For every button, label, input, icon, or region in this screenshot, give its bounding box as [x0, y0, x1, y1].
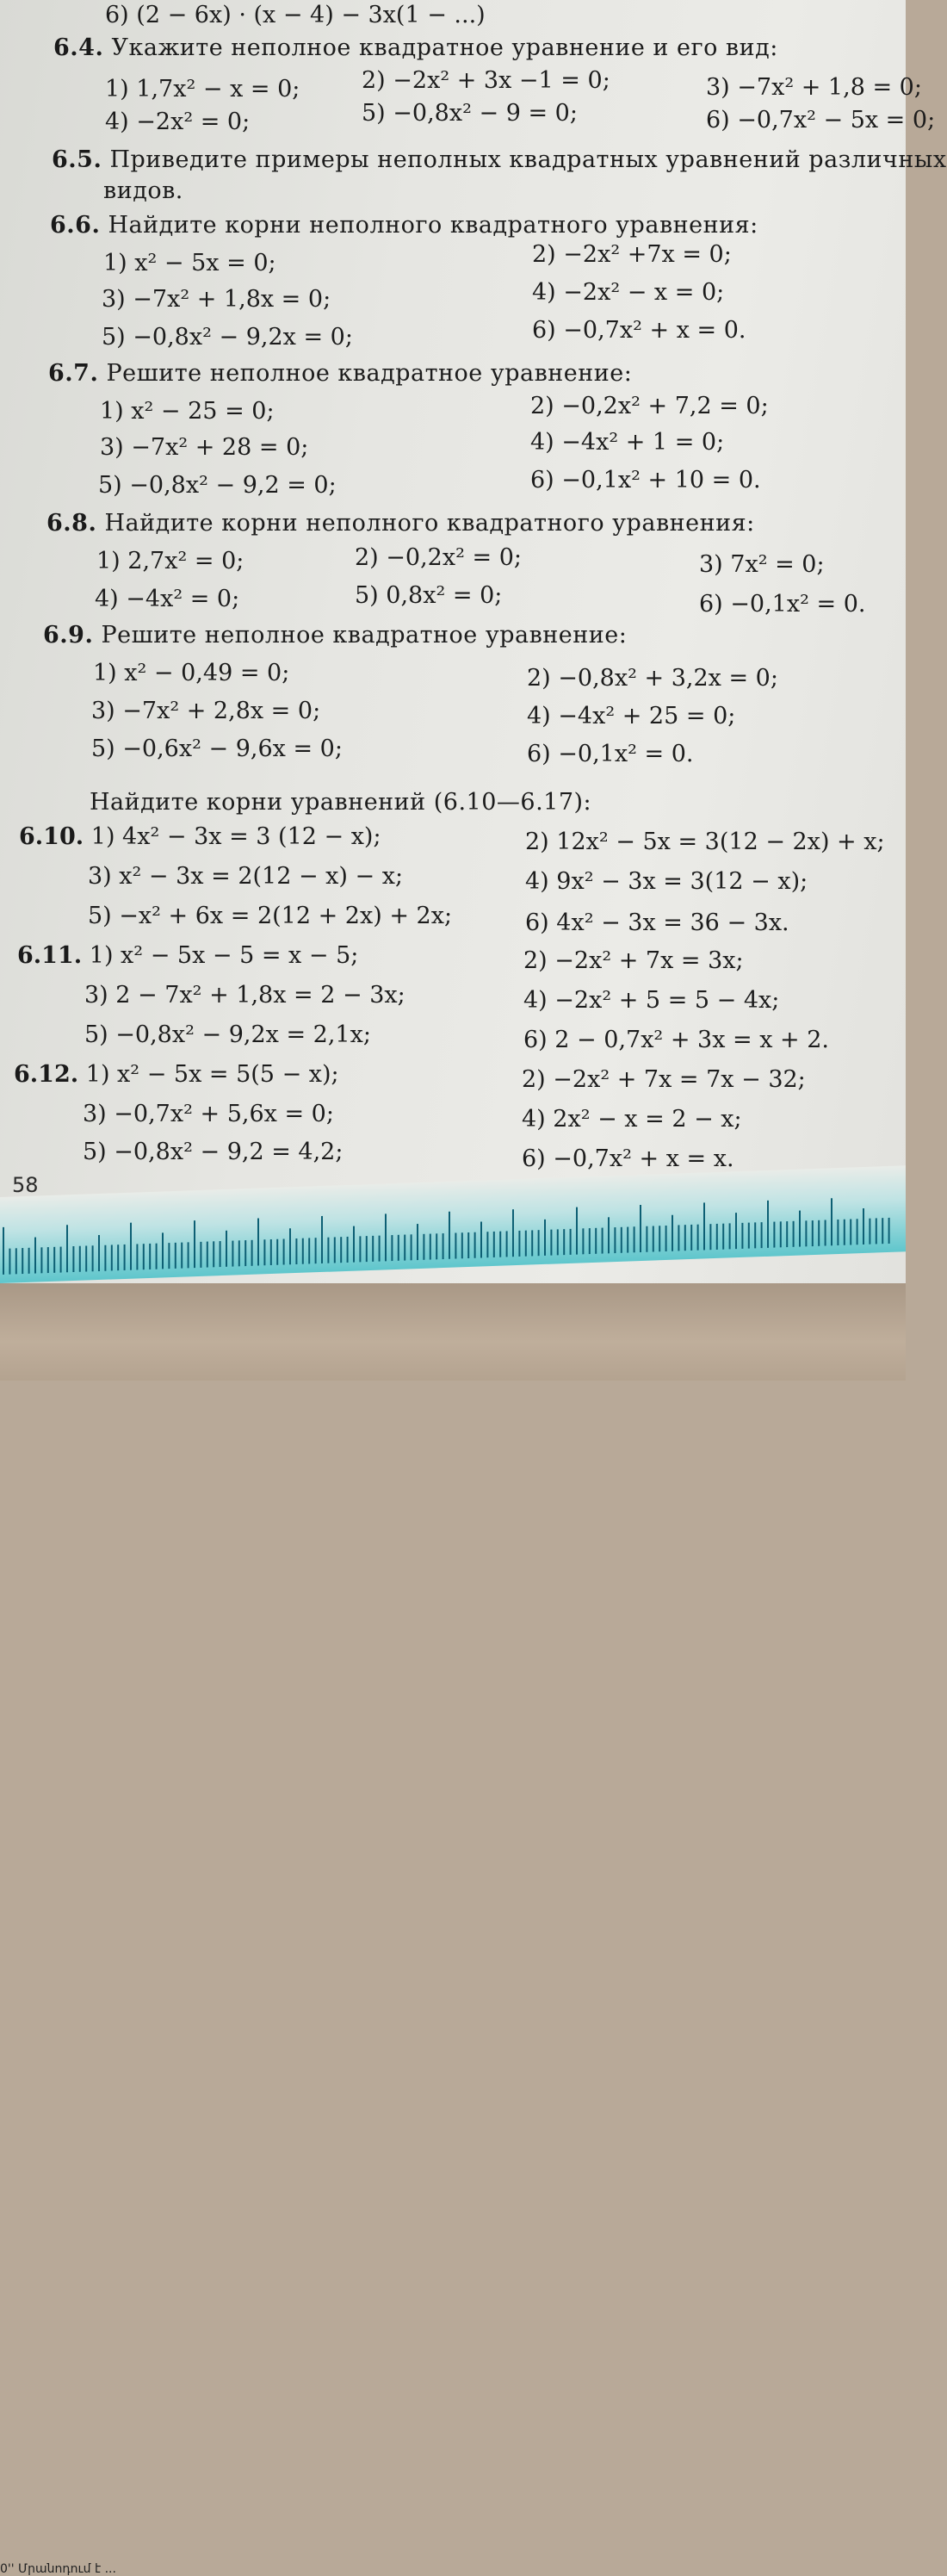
equation-item: [102, 324, 353, 351]
line-text: 6) −0,1x² + 10 = 0.: [530, 467, 761, 493]
line-text: 4) 9x² − 3x = 3(12 − x);: [525, 868, 808, 895]
equation-item: [93, 660, 289, 687]
line-text: 1) x² − 25 = 0;: [100, 398, 275, 425]
equation-item: [84, 982, 405, 1009]
exercise-heading: [14, 1061, 339, 1089]
equation-item: [525, 868, 808, 896]
exercise-heading: [46, 510, 755, 537]
line-text: 2) −2x² + 7x = 7x − 32;: [522, 1066, 806, 1093]
line-text: 6) (2 − 6x) · (x − 4) − 3x(1 − ...): [105, 2, 486, 28]
line-text: 6) −0,7x² + x = x.: [522, 1145, 734, 1172]
equation-item: [532, 317, 746, 345]
equation-item: [527, 665, 778, 692]
table-surface: [0, 1283, 906, 2576]
line-text: Приведите примеры неполных квадратных уравнений различных: [109, 146, 947, 173]
exercise-number: 6.5.: [52, 146, 102, 173]
line-text: видов.: [103, 177, 183, 204]
equation-item: [699, 551, 825, 579]
line-text: 4) −4x² + 25 = 0;: [527, 703, 736, 729]
line-text: 4) −2x² − x = 0;: [532, 279, 725, 306]
line-text: 4) −2x² + 5 = 5 − 4x;: [523, 987, 780, 1014]
line-text: 5) −0,8x² − 9,2 = 4,2;: [83, 1139, 344, 1165]
line-text: Укажите неполное квадратное уравнение и его вид:: [111, 34, 778, 61]
line-text: 2) −2x² +7x = 0;: [532, 241, 732, 268]
ruler: [0, 1165, 906, 1283]
equation-item: [105, 2, 486, 29]
equation-item: [525, 829, 885, 856]
line-text: Найдите корни неполного квадратного уравнения:: [108, 212, 758, 239]
line-text: 6) −0,7x² − 5x = 0;: [706, 107, 936, 133]
exercise-number: 6.6.: [50, 212, 101, 239]
equation-item: [522, 1066, 806, 1094]
line-text: 5) −0,8x² − 9,2x = 0;: [102, 324, 353, 351]
line-text: 3) x² − 3x = 2(12 − x) − x;: [88, 863, 404, 890]
exercise-number: 6.10.: [19, 823, 84, 850]
equation-item: [102, 286, 331, 313]
line-text: 1) x² − 5x = 5(5 − x);: [85, 1061, 339, 1088]
line-text: Найдите корни уравнений (6.10—6.17):: [90, 789, 592, 816]
exercise-heading: [53, 34, 778, 62]
equation-item: [527, 741, 693, 768]
equation-item: [532, 279, 724, 307]
exercise-number: 6.12.: [14, 1061, 79, 1088]
exercise-heading: [48, 360, 632, 388]
line-text: 6) 2 − 0,7x² + 3x = x + 2.: [523, 1027, 830, 1053]
equation-item: [91, 736, 343, 763]
equation-item: [523, 947, 744, 975]
exercise-number: 6.8.: [46, 510, 97, 537]
equation-item: [527, 703, 735, 730]
equation-item: [88, 863, 403, 891]
line-text: 1) x² − 5x = 0;: [103, 250, 276, 276]
line-text: 1) x² − 0,49 = 0;: [93, 660, 290, 686]
line-text: 5) −0,6x² − 9,6x = 0;: [91, 736, 343, 762]
exercise-heading: [52, 146, 947, 174]
equation-item: [522, 1106, 742, 1133]
line-text: 4) −2x² = 0;: [105, 109, 251, 135]
line-text: 1) 4x² − 3x = 3 (12 − x);: [90, 823, 381, 850]
line-text: 5) −0,8x² − 9 = 0;: [362, 100, 578, 127]
line-text: Решите неполное квадратное уравнение:: [101, 622, 628, 649]
line-text: 6) −0,7x² + x = 0.: [532, 317, 746, 344]
equation-item: [530, 429, 724, 456]
exercise-number: 6.11.: [17, 942, 83, 969]
line-text: 6) 4x² − 3x = 36 − 3x.: [525, 909, 789, 936]
line-text: 2) −0,2x² + 7,2 = 0;: [530, 393, 769, 419]
equation-item: [530, 467, 761, 494]
exercise-number: 6.4.: [53, 34, 104, 61]
line-text: Найдите корни неполного квадратного уравнения:: [104, 510, 755, 537]
equation-item: [91, 698, 320, 725]
line-text: Решите неполное квадратное уравнение:: [106, 360, 633, 387]
line-text: 3) −7x² + 28 = 0;: [100, 434, 309, 461]
ruler-ticks: [0, 1165, 906, 1283]
line-text: 6) −0,1x² = 0.: [527, 741, 694, 767]
equation-item: [530, 393, 769, 420]
line-text: 3) −7x² + 1,8 = 0;: [706, 74, 922, 101]
equation-item: [100, 434, 308, 462]
equation-item: [98, 472, 337, 500]
equation-item: [699, 591, 865, 618]
line-text: 1) 1,7x² − x = 0;: [105, 76, 300, 102]
exercise-number: 6.9.: [43, 622, 94, 649]
equation-item: [706, 74, 922, 102]
equation-item: [532, 241, 732, 269]
equation-item: [84, 1021, 371, 1049]
line-text: 2) 12x² − 5x = 3(12 − 2x) + x;: [525, 829, 885, 855]
line-text: 3) 2 − 7x² + 1,8x = 2 − 3x;: [84, 982, 405, 1009]
equation-item: [96, 548, 244, 575]
line-text: 2) −0,2x² = 0;: [355, 544, 522, 571]
line-text: 1) 2,7x² = 0;: [96, 548, 244, 574]
equation-item: [525, 909, 789, 937]
line-text: 4) −4x² = 0;: [95, 586, 240, 612]
equation-item: [83, 1139, 343, 1166]
equation-item: [103, 250, 276, 277]
line-text: 4) 2x² − x = 2 − x;: [522, 1106, 742, 1133]
line-text: 5) −0,8x² − 9,2x = 2,1x;: [84, 1021, 371, 1048]
line-text: 3) −7x² + 2,8x = 0;: [91, 698, 321, 724]
exercise-heading: [50, 212, 758, 239]
equation-item: [355, 544, 522, 572]
exercise-heading: [43, 622, 627, 649]
line-text: 3) −0,7x² + 5,6x = 0;: [83, 1101, 334, 1127]
exercise-heading: [19, 823, 381, 851]
equation-item: [523, 1027, 829, 1054]
equation-item: [362, 67, 610, 95]
equation-item: [105, 109, 250, 136]
exercise-heading: [17, 942, 358, 970]
page-number: 58: [12, 1173, 39, 1197]
line-text: 4) −4x² + 1 = 0;: [530, 429, 725, 456]
equation-item: [355, 582, 502, 610]
equation-item: [100, 398, 275, 425]
line-text: 2) −2x² + 3x −1 = 0;: [362, 67, 610, 94]
footer-text: 0'' Մրանոդում է ...: [0, 2562, 116, 2576]
equation-item: [90, 789, 591, 816]
line-text: 2) −0,8x² + 3,2x = 0;: [527, 665, 778, 692]
equation-item: [706, 107, 935, 134]
equation-item: [88, 903, 452, 930]
line-text: 6) −0,1x² = 0.: [699, 591, 866, 618]
line-text: 1) x² − 5x − 5 = x − 5;: [89, 942, 359, 969]
equation-item: [103, 177, 183, 205]
equation-item: [362, 100, 578, 127]
equation-item: [83, 1101, 334, 1128]
line-text: 5) −x² + 6x = 2(12 + 2x) + 2x;: [88, 903, 453, 929]
line-text: 5) −0,8x² − 9,2 = 0;: [98, 472, 337, 499]
exercise-number: 6.7.: [48, 360, 99, 387]
equation-item: [105, 76, 300, 103]
line-text: 5) 0,8x² = 0;: [355, 582, 503, 609]
line-text: 3) −7x² + 1,8x = 0;: [102, 286, 331, 313]
equation-item: [523, 987, 779, 1015]
equation-item: [95, 586, 239, 613]
textbook-page: [0, 0, 947, 1283]
equation-item: [522, 1145, 734, 1173]
line-text: 3) 7x² = 0;: [699, 551, 825, 578]
line-text: 2) −2x² + 7x = 3x;: [523, 947, 744, 974]
